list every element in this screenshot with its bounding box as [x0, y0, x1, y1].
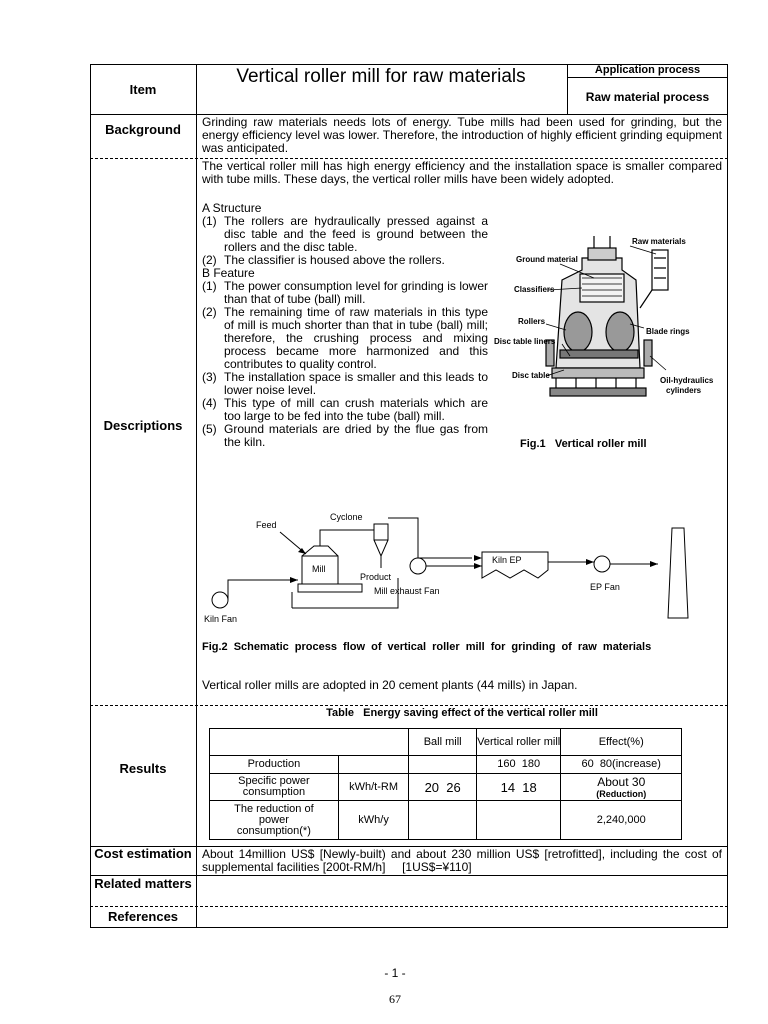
list-item [202, 280, 488, 306]
row-name: Specific power consumption [210, 774, 339, 801]
page-title: Vertical roller mill for raw materials [236, 66, 526, 87]
background-label: Background [105, 122, 181, 137]
row-effect-note: (Reduction) [596, 788, 647, 799]
sheet-number: 67 [389, 992, 401, 1006]
fig2-label-kiln-fan: Kiln Fan [204, 614, 238, 624]
table-header-row [210, 729, 682, 756]
results-table-title: Table Energy saving effect of the vertical roller mill [326, 707, 598, 719]
row-effect: 60 80(increase) [561, 756, 682, 774]
list-item-number: (4) [202, 396, 217, 410]
fig2-label-feed: Feed [256, 520, 277, 530]
related-label: Related matters [94, 876, 192, 891]
background-text: Grinding raw materials needs lots of energy. Tube mills had been used for grinding, but the energy efficiency level was lower. Therefore, the introduction of highly efficient grinding equipment was anticipated. [202, 115, 722, 155]
row-ball [409, 801, 477, 840]
fig2-label-cyclone: Cyclone [330, 512, 363, 522]
list-item [202, 371, 488, 397]
list-item-number: (5) [202, 422, 217, 436]
fig2-label-kiln-ep: Kiln EP [492, 555, 522, 565]
row-vrm: 14 18 [476, 774, 561, 801]
row-divider [90, 906, 728, 907]
list-item-text: The classifier is housed above the rollers. [224, 253, 445, 267]
references-label: References [107, 909, 179, 924]
section-heading-text: A Structure [202, 201, 262, 215]
list-item-text: The rollers are hydraulically pressed against a disc table and the feed is ground between the rollers and the disc table. [224, 214, 488, 254]
row-divider [90, 705, 728, 706]
table-header-blank [210, 729, 409, 756]
descriptions-list [202, 202, 488, 449]
row-effect: 2,240,000 [561, 801, 682, 840]
table-header-effect: Effect(%) [561, 729, 682, 756]
fig1-label-blade-rings: Blade rings [646, 327, 690, 336]
list-item-text: The remaining time of raw materials in this type of mill is much shorter than that in tube (ball) mill; therefore, the crushing process and mixing process became more harmonized and this contributes to quality control. [224, 305, 488, 371]
fig1-label-cylinders: cylinders [666, 386, 702, 395]
row-name: Production [210, 756, 339, 774]
list-item-text: This type of mill can crush materials which are too large to be fed into the tube (ball) mill. [224, 396, 488, 423]
row-name: The reduction of power consumption(*) [210, 801, 339, 840]
fig2-label-mill: Mill [312, 564, 326, 574]
list-item [202, 306, 488, 371]
row-vrm: 160 180 [476, 756, 561, 774]
descriptions-label: Descriptions [103, 418, 183, 433]
energy-saving-table [209, 728, 682, 840]
row-unit [338, 756, 409, 774]
application-process-value: Raw material process [585, 90, 710, 104]
list-item-number: (2) [202, 305, 217, 319]
table-row [210, 801, 682, 840]
list-item [202, 215, 488, 254]
list-item-number: (1) [202, 214, 217, 228]
fig1-caption: Fig.1 Vertical roller mill [520, 438, 647, 450]
list-item [202, 423, 488, 449]
row-effect [561, 774, 682, 801]
fig2-label-product: Product [360, 572, 392, 582]
cost-text: About 14million US$ [Newly-built) and about 230 million US$ [retrofitted], including the cost of supplemental facilities [200t-RM/h] [1US$=¥110] [202, 847, 726, 874]
list-item-number: (1) [202, 279, 217, 293]
fig1-label-classifiers: Classifiers [514, 285, 555, 294]
row-ball: 20 26 [409, 774, 477, 801]
row-ball [409, 756, 477, 774]
fig1-label-disc-table: Disc table [512, 371, 550, 380]
row-unit: kWh/y [338, 801, 409, 840]
list-item-text: Ground materials are dried by the flue gas from the kiln. [224, 422, 488, 449]
list-item [202, 397, 488, 423]
table-row [210, 756, 682, 774]
cost-label: Cost estimation [94, 846, 192, 861]
label-column-divider [196, 64, 197, 928]
table-row [210, 774, 682, 801]
list-item-text: The installation space is smaller and this leads to lower noise level. [224, 370, 488, 397]
header-sub-divider [567, 77, 728, 78]
page-number: - 1 - [384, 966, 406, 980]
table-header-vertical-roller-mill: Vertical roller mill [476, 729, 561, 756]
process-flow-figure [202, 508, 722, 628]
fig2-caption: Fig.2 Schematic process flow of vertical roller mill for grinding of raw materials [202, 641, 652, 653]
fig2-label-ep-fan: EP Fan [590, 582, 620, 592]
table-header-ball-mill: Ball mill [409, 729, 477, 756]
section-heading-text: B Feature [202, 266, 255, 280]
fig2-label-mill-exhaust-fan: Mill exhaust Fan [374, 586, 440, 596]
list-item-number: (2) [202, 253, 217, 267]
fig1-label-disc-table-liners: Disc table liners [494, 337, 556, 346]
fig1-label-oil-hydraulics: Oil-hydraulics [660, 376, 714, 385]
vertical-roller-mill-figure [490, 228, 726, 418]
list-item-number: (3) [202, 370, 217, 384]
adoption-text: Vertical roller mills are adopted in 20 cement plants (44 mills) in Japan. [202, 678, 578, 692]
fig1-label-raw-materials: Raw materials [632, 237, 686, 246]
item-label: Item [129, 82, 157, 97]
fig1-label-rollers: Rollers [518, 317, 546, 326]
descriptions-intro: The vertical roller mill has high energy efficiency and the installation space is smaller compared with tube mills. These days, the vertical roller mills have been widely adopted. [202, 159, 722, 186]
results-label: Results [119, 761, 167, 776]
application-process-label: Application process [594, 64, 701, 76]
fig1-label-ground-material: Ground material [516, 255, 578, 264]
row-effect-value: About 30 [597, 774, 646, 789]
list-item-text: The power consumption level for grinding is lower than that of tube (ball) mill. [224, 279, 488, 306]
row-unit: kWh/t-RM [338, 774, 409, 801]
row-vrm [476, 801, 561, 840]
